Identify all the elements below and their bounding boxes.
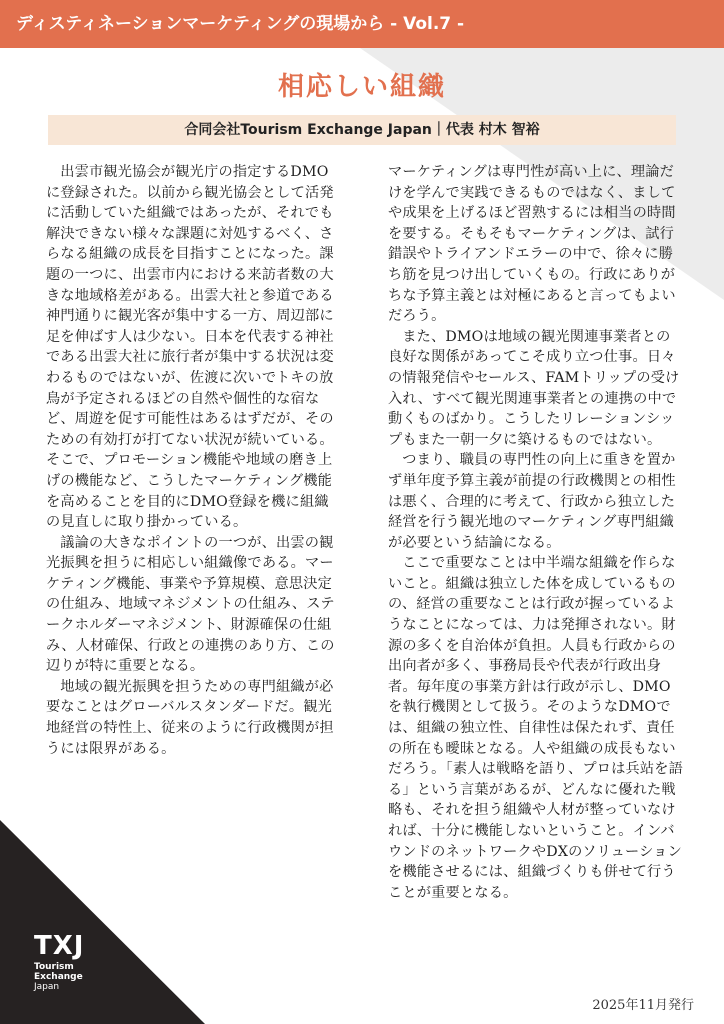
paragraph: また、DMOは地域の観光関連事業者との良好な関係があってこそ成り立つ仕事。日々の情報発信やセールス、FAMトリップの受け入れ、すべて観光関連事業者との連携の中で動くものばかり。こうしたリレーションシップもまた一朝一夕に築けるものではない。 (388, 328, 680, 448)
author-byline: 合同会社Tourism Exchange Japan｜代表 村木 智裕 (48, 115, 676, 145)
series-header: ディスティネーションマーケティングの現場から - Vol.7 - (0, 0, 724, 48)
logo-line: Tourism (34, 962, 74, 972)
paragraph: ここで重要なことは中半端な組織を作らないこと。組織は独立した体を成しているものの、経営の重要なことは行政が握っているようなことになっては、力は発揮されない。財源の多くを自治体が負担。人員も行政からの出向者が多く、事務局長や代表が行政出身者。毎年度の事業方針は行政が示し、DMOを執行機関として扱う。そのようなDMOでは、組織の独立性、自律性は保たれず、責任の所在も曖昧となる。人や組織の成長もないだろう。「素人は戦略を語り、プロは兵站を語る」という言葉があるが、どんなに優れた戦略も、それを担う組織や人材が整っていなければ、十分に機能しないということ。インバウンドのネットワークやDXのソリューションを機能させるには、組織づくりも併せて行うことが重要となる。 (388, 555, 684, 901)
paragraph: 出雲市観光協会が観光庁の指定するDMOに登録された。以前から観光協会として活発に活動していた組織ではあったが、それでも解決できない様々な課題に対処するべく、さらなる組織の成長を目指すことになった。課題の一つに、出雲市内における来訪者数の大きな地域格差がある。出雲大社と参道である神門通りに観光客が集中する一方、周辺部に足を伸ばす人は少ない。日本を代表する神社である出雲大社に旅行者が集中する状況は変わるものではないが、佐渡に次いでトキの放鳥が予定されるほどの自然や個性的な宿など、周遊を促す可能性はあるはずだが、そのための有効打が打てない状況が続いている。そこで、プロモーション機能や地域の磨き上げの機能など、こうしたマーケティング機能を高めることを目的にDMO登録を機に組織の見直しに取り掛かっている。 (46, 164, 334, 531)
logo-line: Exchange (34, 972, 83, 982)
paragraph: 議論の大きなポイントの一つが、出雲の観光振興を担うに相応しい組織像である。マーケティング機能、事業や予算規模、意思決定の仕組み、地域マネジメントの仕組み、ステークホルダーマネジメント、財源確保の仕組み、人材確保、行政との連携のあり方、この辺りが特に重要となる。 (46, 534, 335, 675)
logo-mark: TXJ (34, 931, 85, 961)
logo-wordmark (34, 962, 84, 992)
article-column-right (388, 162, 684, 903)
corner-dark-triangle (0, 820, 205, 1024)
paragraph: つまり、職員の専門性の向上に重きを置かず単年度予算主義が前提の行政機関との相性は悪く、合理的に考えて、行政から独立した経営を行う観光地のマーケティング専門組織が必要という結論になる。 (388, 452, 676, 551)
issue-date: 2025年11月発行 (592, 998, 694, 1013)
paragraph-continuation: マーケティングは専門性が高い上に、理論だけを学んで実践できるものではなく、ましてや成果を上げるほど習熟するには相当の時間を要する。そもそもマーケティングは、試行錯誤やトライアンドエラーの中で、徐々に勝ち筋を見つけ出していくもの。行政にありがちな予算主義とは対極にあると言ってもよいだろう。 (388, 164, 676, 325)
article-column-left (46, 162, 342, 759)
txj-logo (34, 932, 84, 992)
logo-line: Japan (34, 982, 60, 992)
paragraph: 地域の観光振興を担うための専門組織が必要なことはグローバルスタンダードだ。観光地経営の特性上、従来のように行政機関が担うには限界がある。 (46, 678, 334, 757)
article-title: 相応しい組織 (277, 72, 446, 102)
